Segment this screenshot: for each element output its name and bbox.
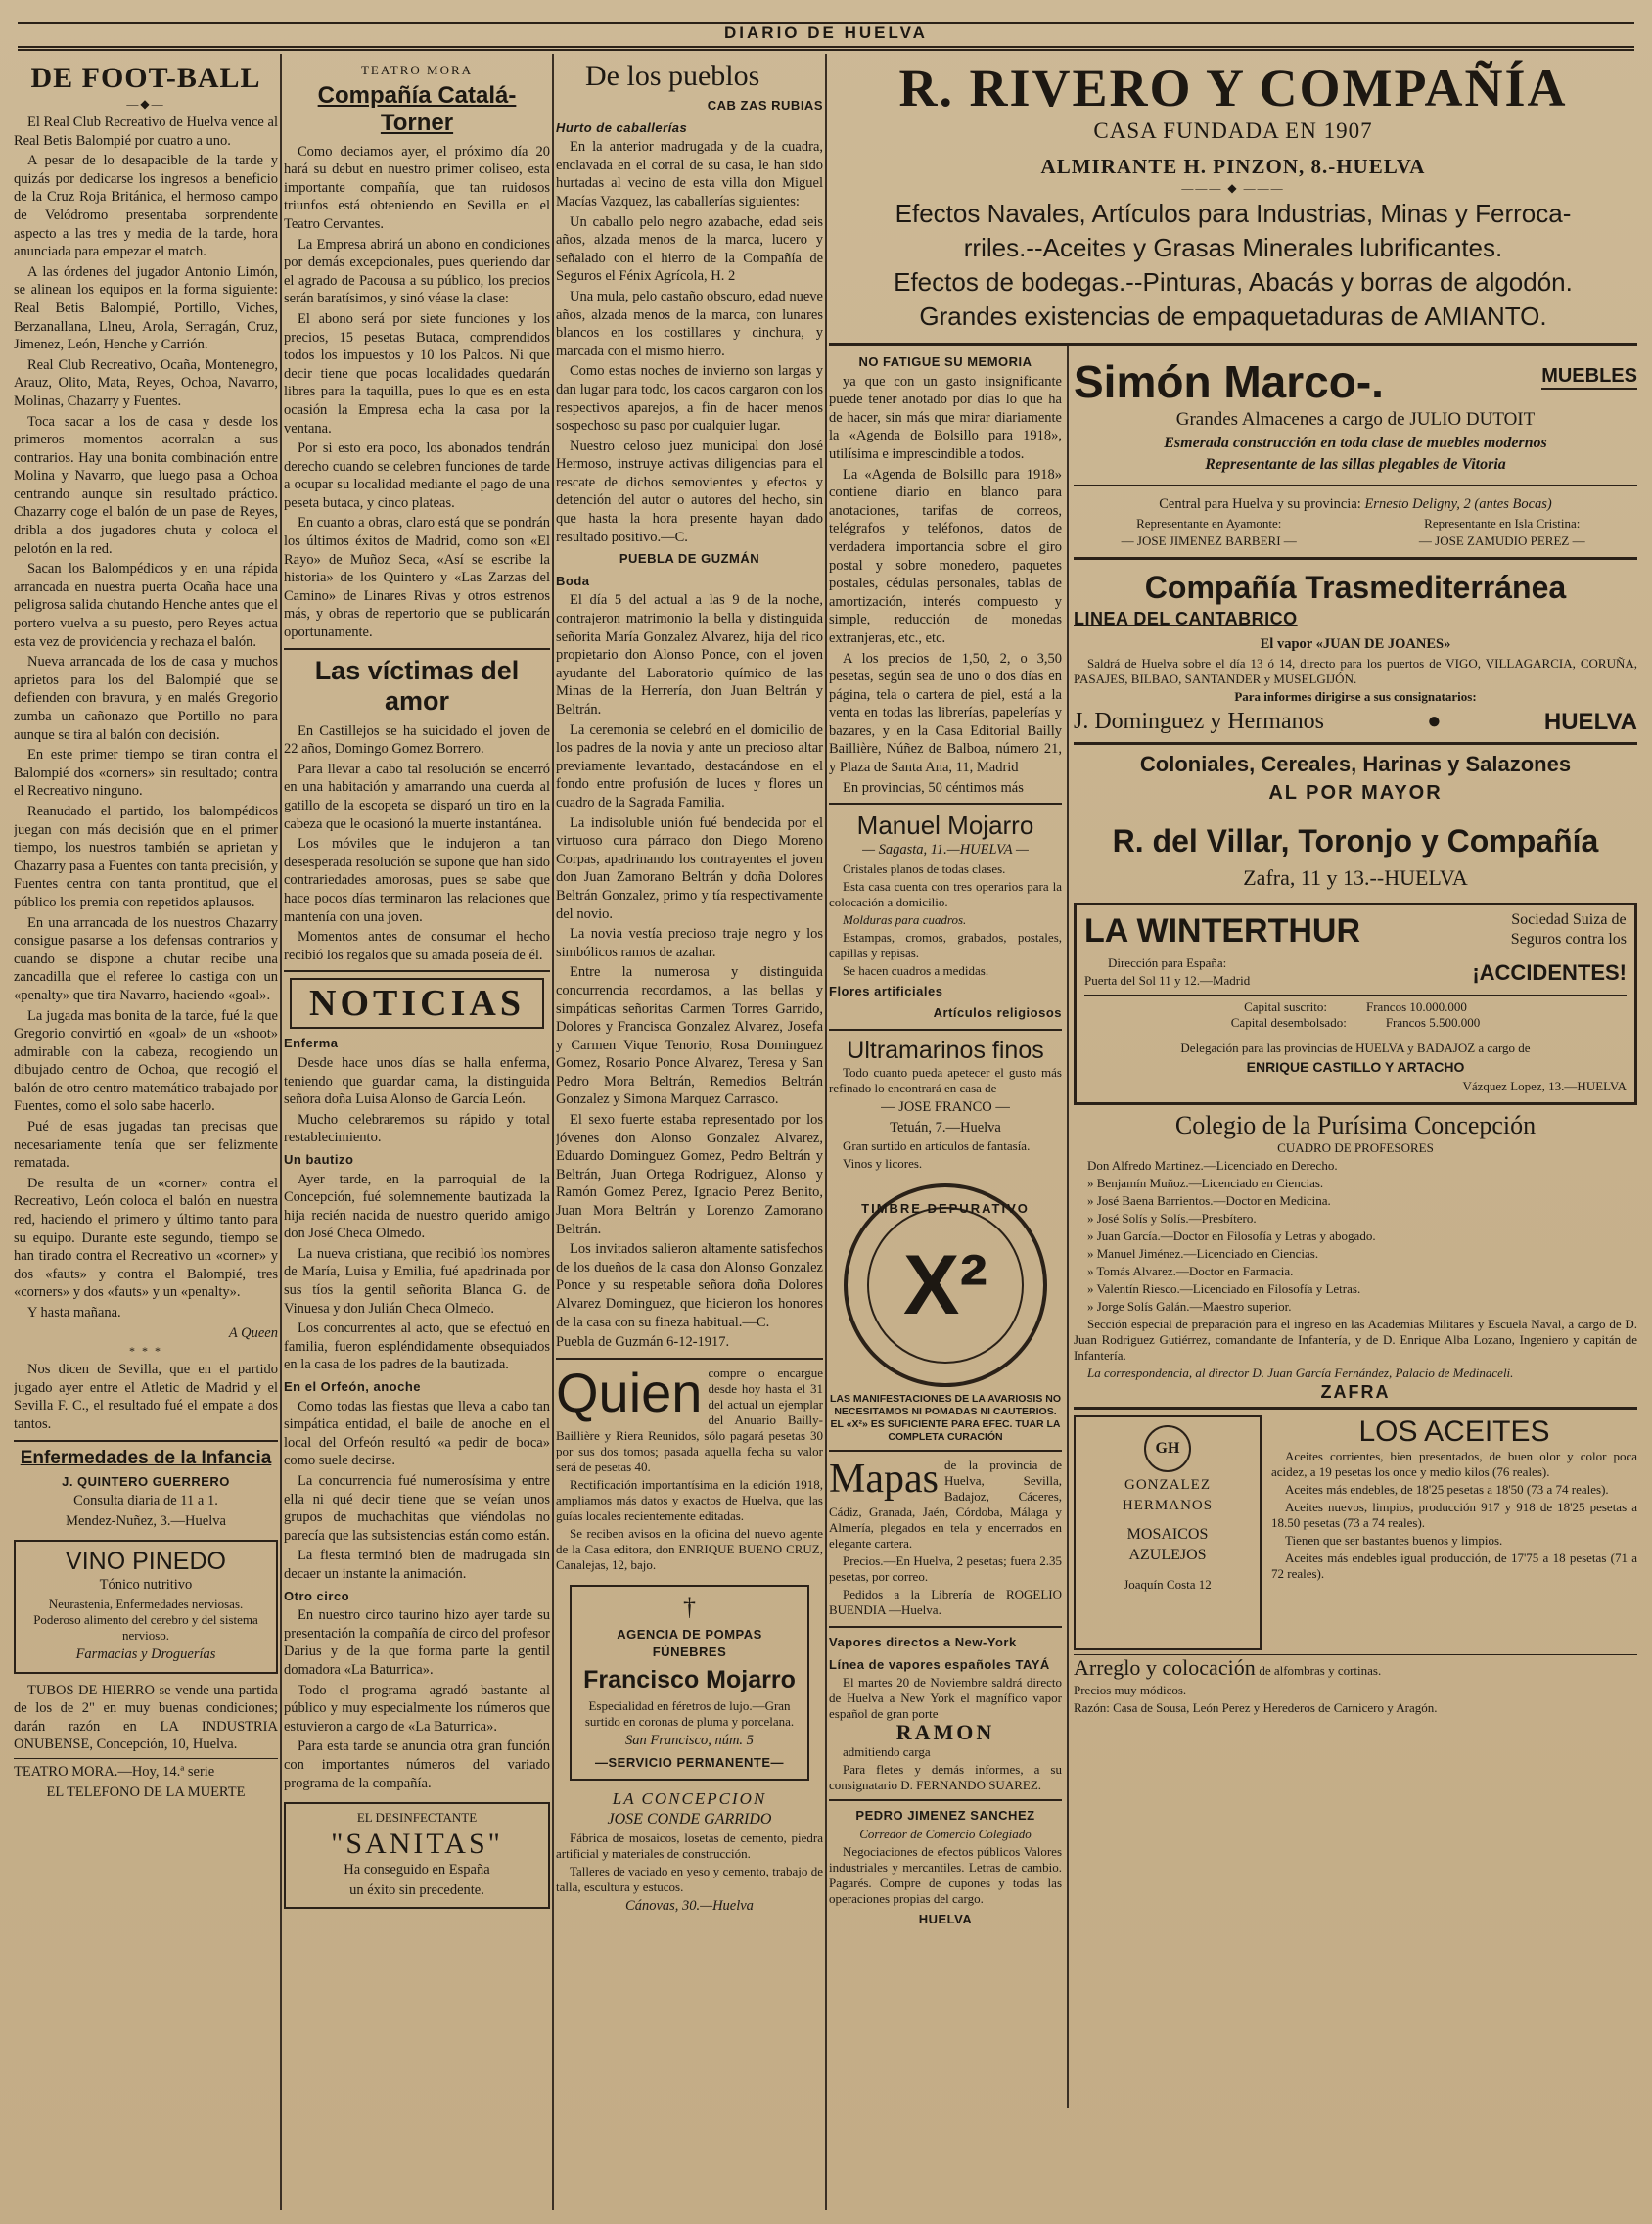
- divider: [14, 1440, 278, 1442]
- professor-item: » José Solís y Solís.—Presbítero.: [1087, 1210, 1257, 1226]
- winterthur-dir: [1084, 955, 1250, 991]
- divider: [556, 1358, 823, 1360]
- trasme-line: LINEA DEL CANTABRICO: [1074, 608, 1298, 628]
- trasme-agents: J. Dominguez y Hermanos: [1074, 708, 1324, 734]
- rivero-line-2: rriles.--Aceites y Grasas Minerales lubrificantes.: [963, 233, 1503, 262]
- rep1-name: — JOSE JIMENEZ BARBERI —: [1121, 533, 1297, 548]
- mojarro-l2: Esta casa cuenta con tres operarios para la colocación a domicilio.: [829, 878, 1062, 909]
- victimas-article: [284, 722, 550, 965]
- ornament: ——— ◆ ———: [1181, 181, 1285, 195]
- paragraph: En Castillejos se ha suicidado el joven de 22 años, Domingo Gomez Borrero.: [284, 722, 550, 758]
- mapas-pedidos: Pedidos a la Librería de ROGELIO BUENDIA —Huelva.: [829, 1587, 1062, 1618]
- capital-2-value: Francos 5.500.000: [1385, 1014, 1481, 1030]
- sanitas-name: "SANITAS": [331, 1828, 503, 1861]
- memoria-title: NO FATIGUE SU MEMORIA: [858, 354, 1032, 369]
- sanitas-line-1: Ha conseguido en España: [344, 1862, 490, 1878]
- tubos-ad: TUBOS DE HIERRO se vende una partida de los de 2" en muy buenas condiciones; darán razón en LA INDUSTRIA ONUBENSE, Concepción, 10, Huelva.: [14, 1682, 278, 1753]
- gh-monogram-icon: GH: [1144, 1425, 1191, 1472]
- column-1: [14, 54, 278, 2210]
- byline: A Queen: [228, 1324, 278, 1341]
- gh-name-2: HERMANOS: [1122, 1497, 1214, 1513]
- ad-mapas: [829, 1458, 1062, 1620]
- compania-title: Compañía Catalá-Torner: [317, 81, 517, 136]
- mojarro-l6: Flores artificiales: [829, 983, 943, 998]
- dateline: Puebla de Guzmán 6-12-1917.: [556, 1334, 730, 1351]
- ad-vino-pinedo: [14, 1540, 278, 1673]
- professor-item: » Benjamín Muñoz.—Licenciado en Ciencias.: [1087, 1175, 1324, 1190]
- colegio-city: ZAFRA: [1320, 1381, 1391, 1402]
- aceite-item: Aceites corrientes, bien presentados, de buen olor y color poca acidez, a 19 pesetas los once y medio kilos (76 reales).: [1271, 1449, 1637, 1480]
- paragraph: Reanudado el partido, los balompédicos juegan con más decisión que en el primer tiempo, los nuestros también se aprietan y Chazarry pasa a Fuentes con tanta precisión, y Fuentes centra con tanta prontitud, que el público los premia con repetidos aplausos.: [14, 803, 278, 910]
- paragraph: Los invitados salieron altamente satisfechos de los dueños de la casa don Alonso Gonzalez Ponce y su respetable señora doña Dolores Alvarez Dominguez, que hicieron los honores de la casa con su fineza habitual.—C.: [556, 1241, 823, 1330]
- simon-rep-1: [1074, 516, 1344, 551]
- bottom-row: [1074, 1415, 1637, 1650]
- noticias-title: NOTICIAS: [290, 978, 544, 1029]
- divider: [284, 648, 550, 650]
- hurto-article: [556, 138, 823, 546]
- column-3: [556, 54, 823, 2210]
- concepcion-address: Cánovas, 30.—Huelva: [625, 1898, 754, 1915]
- simon-central-addr: Ernesto Deligny, 2 (antes Bocas): [1364, 496, 1552, 512]
- ad-quien: [556, 1366, 823, 1575]
- bautizo-head: Un bautizo: [284, 1151, 354, 1167]
- doctor-name: J. QUINTERO GUERRERO: [62, 1473, 230, 1489]
- rivero-line-1: Efectos Navales, Artículos para Industrias, Minas y Ferroca-: [895, 199, 1572, 228]
- compania-article: [284, 143, 550, 642]
- paragraph: De resulta de un «corner» contra el Recreativo, León coloca el balón en nuestra red, haciendo el primero y último tanto para su equipo. Durante este segundo, tiempo se han tirado contra el Recreativo un «corner» y dos «fauts» y contra el Balompié, tres «corners» y dos «fauts» y un «penalty».: [14, 1175, 278, 1301]
- column-rule: [1067, 346, 1069, 2108]
- divider: [829, 1626, 1062, 1628]
- simon-name: Simón Marco-.: [1074, 356, 1384, 407]
- gh-address: Joaquín Costa 12: [1124, 1576, 1212, 1592]
- winterthur-acc: ¡ACCIDENTES!: [1472, 959, 1627, 985]
- memoria-article: [829, 373, 1062, 798]
- winterthur-deleg: Delegación para las provincias de HUELVA y BADAJOZ a cargo de: [1180, 1040, 1531, 1055]
- mapas-text: de la provincia de Huelva, Sevilla, Badajoz, Cáceres, Cádiz, Granada, Jaén, Córdoba, Málaga y Almería, plegados en tela y encerrados en elegante cartera.: [829, 1458, 1062, 1552]
- paragraph: Por si esto era poco, los abonados tendrán derecho cuando se celebren funciones de tarde a ocupar su localidad mediante el pago de una peseta butaca, y cinco plateas.: [284, 440, 550, 511]
- boda-article: [556, 591, 823, 1331]
- arreglo-body: Precios muy módicos.: [1074, 1682, 1187, 1697]
- column-rule: [280, 54, 282, 2210]
- divider: [1074, 485, 1637, 486]
- ad-winterthur: [1074, 903, 1637, 1105]
- simon-l2: Esmerada construcción en toda clase de muebles modernos: [1164, 435, 1547, 451]
- mojarro-l3: Molduras para cuadros.: [843, 911, 967, 927]
- concepcion-body: Fábrica de mosaicos, losetas de cemento, piedra artificial y materiales de construcción.: [556, 1830, 823, 1862]
- paragraph: La concurrencia fué numerosísima y entre ella ni qué decir tiene que se veían unos grupos de muchachitas que viéndolas no parecía que las subsistencias están como están.: [284, 1473, 550, 1544]
- paragraph: Desde hace unos días se halla enferma, teniendo que guardar cama, la distinguida señora doña Luisa Alonso de García León.: [284, 1054, 550, 1108]
- consulta-hours: Consulta diaria de 11 a 1.: [73, 1493, 218, 1509]
- simon-reps: [1074, 516, 1637, 551]
- paragraph: Y hasta mañana.: [27, 1305, 121, 1320]
- gh-line-2: AZULEJOS: [1128, 1546, 1207, 1563]
- aceite-item: Aceites más endebles, de 18'25 pesetas a 18'50 (73 a 74 reales).: [1285, 1482, 1609, 1498]
- quien-para-3: Se reciben avisos en la oficina del nuevo agente de la Casa editora, don ENRIQUE BUENO CRUZ, Canalejas, 12, bajo.: [556, 1525, 823, 1572]
- divider: [1074, 557, 1637, 560]
- column-4b: [1074, 346, 1637, 1718]
- victimas-title: Las víctimas del amor: [314, 655, 520, 716]
- paragraph: Un caballo pelo negro azabache, edad seis años, alzada menos de la marca, lucero y señalado con el hierro de la Compañía de Seguros el Fénix Agrícola, H. 2: [556, 213, 823, 285]
- mojarro-l1: Cristales planos de todas clases.: [843, 860, 1006, 876]
- masthead-rule: [18, 46, 1634, 51]
- colegio-profs: [1074, 1158, 1637, 1315]
- winterthur-deleg-name: ENRIQUE CASTILLO Y ARTACHO: [1246, 1058, 1465, 1075]
- lower-columns: [829, 346, 1637, 2108]
- teatro-line-2: EL TELEFONO DE LA MUERTE: [46, 1784, 246, 1800]
- paragraph: ya que con un gasto insignificante puede tener anotado por días lo que ha de hacer, sin más que mirar diariamente la «Agenda de Bolsillo para 1918», utilísima e imprescindible a todos.: [829, 373, 1062, 462]
- sanitas-top: EL DESINFECTANTE: [356, 1810, 478, 1826]
- divider: [1074, 742, 1637, 745]
- divider: [284, 970, 550, 972]
- circo-head: Otro circo: [284, 1588, 350, 1603]
- ad-simon-marco: [1074, 355, 1637, 408]
- paragraph: El día 5 del actual a las 9 de la noche, contrajeron matrimonio la bella y distinguida señorita María Gonzalez Alvarez, hija del rico propietario don Alonso Ponce, con el joven ayudante del Laboratorio químico de las Minas de la Herrería, don Juan Beltrán y Beltrán.: [556, 592, 823, 718]
- paragraph: Una mula, pelo castaño obscuro, edad nueve años, alzada menos de la marca, con lunares blancos en los costillares y cinchura, y marcada con el mismo hierro.: [556, 288, 823, 359]
- ad-concepcion: [556, 1790, 823, 1916]
- arreglo-right: de alfombras y cortinas.: [1259, 1663, 1382, 1679]
- paragraph: Nueva arrancada de los de casa y muchos aprietos para los del Balompié que se defienden con bravura, y en malés Gregorio zumba un cañonazo que Portillo no para aunque se tira al balón con decisión.: [14, 654, 278, 743]
- enferma-section: [284, 1054, 550, 1147]
- rivero-founded: CASA FUNDADA EN 1907: [1093, 118, 1373, 143]
- arreglo-head: [1074, 1655, 1637, 1681]
- rep1-label: Representante en Ayamonte:: [1136, 515, 1282, 531]
- quien-word: Quien: [556, 1365, 703, 1423]
- vapores-body: El martes 20 de Noviembre saldrá directo de Huelva a New York el magnífico vapor español de gran porte: [829, 1675, 1062, 1722]
- ornament: * * *: [129, 1344, 162, 1359]
- simon-tag: MUEBLES: [1541, 365, 1637, 390]
- ultramarinos-l2: Vinos y licores.: [843, 1156, 923, 1172]
- professor-item: » Valentín Riesco.—Licenciado en Filosofía y Letras.: [1087, 1280, 1361, 1296]
- bullet-icon: ●: [1427, 708, 1442, 734]
- vino-body: Neurastenia, Enfermedades nerviosas. Poderoso alimento del cerebro y del sistema nervioso.: [33, 1596, 258, 1643]
- trasme-name: Compañía Trasmediterránea: [1144, 569, 1567, 605]
- rivero-name: R. RIVERO Y COMPAÑÍA: [898, 59, 1568, 117]
- coloniales-l2: AL POR MAYOR: [1268, 781, 1443, 804]
- vapores-body-2: admitiendo carga: [843, 1744, 931, 1759]
- stamp-x2: [844, 1183, 1047, 1387]
- gh-name-1: GONZALEZ: [1124, 1477, 1211, 1494]
- villar-address: Zafra, 11 y 13.--HUELVA: [1243, 864, 1468, 890]
- bautizo-section: [284, 1171, 550, 1375]
- funebres-body: Especialidad en féretros de lujo.—Gran surtido en coronas de pluma y porcelana.: [584, 1697, 795, 1729]
- sanchez-role: Corredor de Comercio Colegiado: [859, 1826, 1032, 1841]
- paragraph: En este primer tiempo se tiran contra el Balompié dos «corners» sin resultado; contra el Recreativo ninguno.: [14, 747, 278, 800]
- simon-central: [1074, 495, 1637, 514]
- divider: [829, 1029, 1062, 1031]
- teatro-line-1: TEATRO MORA.—Hoy, 14.ª serie: [14, 1763, 215, 1780]
- paragraph: La fiesta terminó bien de madrugada sin decaer un instante la animación.: [284, 1548, 550, 1582]
- concepcion-title: LA CONCEPCION: [612, 1789, 767, 1809]
- winterthur-header: [1084, 911, 1627, 951]
- concepcion-owner: JOSE CONDE GARRIDO: [607, 1810, 772, 1828]
- funebres-service: —SERVICIO PERMANENTE—: [594, 1754, 784, 1770]
- divider: [1074, 1407, 1637, 1410]
- paragraph: Pué de esas jugadas tan precisas que necesariamente tenía que ser felizmente rematada.: [14, 1119, 278, 1172]
- simon-central-label: Central para Huelva y su provincia:: [1159, 496, 1361, 512]
- orfeon-head: En el Orfeón, anoche: [284, 1379, 422, 1395]
- trasme-agents-row: [1074, 709, 1637, 736]
- coloniales-l1: Coloniales, Cereales, Harinas y Salazones: [1139, 751, 1572, 776]
- paragraph: En cuanto a obras, claro está que se pondrán los últimos éxitos de Madrid, como son «El Rayo» de Muñoz Seca, «Así se escribe la historia» de los Quintero y «Las Zarzas del Camino» de Linares Rivas y otros estrenos más, y obras de repertorio que se publicarán oportunamente.: [284, 515, 550, 641]
- stamp-ring-text: TIMBRE DEPURATIVO: [861, 1201, 1030, 1217]
- paragraph: En nuestro circo taurino hizo ayer tarde su presentación la compañía de circo del profesor Darius y de la que forma parte la gentil domadora «La Baturrica».: [284, 1607, 550, 1678]
- ultramarinos-title: Ultramarinos finos: [847, 1037, 1044, 1065]
- winterthur-soc-2: Seguros contra los: [1510, 931, 1627, 949]
- enferma-head: Enferma: [284, 1036, 339, 1051]
- winterthur-soc-1: Sociedad Suiza de: [1511, 910, 1627, 928]
- column-4: [829, 54, 1637, 2210]
- masthead: DIARIO DE HUELVA: [724, 23, 928, 42]
- paragraph: Los concurrentes al acto, que se efectuó en familia, fueron espléndidamente obsequiados en la casa de los padres de la bautizada.: [284, 1320, 550, 1373]
- paragraph: A las órdenes del jugador Antonio Limón, se alinean los equipos en la forma siguiente: Real Betis Balompié, Portillo, Viches, Berzanallana, Llneu, Arola, Serragán, Cruz, Jimenez, León, Henche y Carrión.: [14, 263, 278, 353]
- colegio-seccion: Sección especial de preparación para el ingreso en las Academias Militares y Escuela Naval, a cargo de D. Juan Rodriguez Gutiérrez, comandante de Infantería, y de D. Enrique Alba Lozano, Ingeniero y capitán de Infantería.: [1074, 1316, 1637, 1363]
- pueblos-title: De los pueblos: [585, 60, 760, 92]
- simon-l1: Grandes Almacenes a cargo de JULIO DUTOIT: [1175, 409, 1536, 430]
- ad-sanitas: [284, 1802, 550, 1909]
- ad-rivero: [829, 58, 1637, 333]
- arreglo-title: Arreglo y colocación: [1074, 1655, 1256, 1681]
- paragraph: La Empresa abrirá un abono en condiciones por demás excepcionales, pues queriendo dar el agrado de Pacousa a su público, los precios serán baratísimos, y sinó véase la clase:: [284, 236, 550, 307]
- ultramarinos-body: Todo cuanto pueda apetecer el gusto más refinado lo encontrará en casa de: [829, 1065, 1062, 1096]
- cross-icon: †: [683, 1592, 696, 1621]
- professor-item: Don Alfredo Martinez.—Licenciado en Derecho.: [1087, 1157, 1338, 1173]
- mojarro-l5: Se hacen cuadros a medidas.: [843, 962, 989, 978]
- funebres-agency: AGENCIA DE POMPAS FÚNEBRES: [617, 1626, 762, 1660]
- football-title: DE FOOT-BALL: [30, 62, 261, 94]
- gh-line-1: MOSAICOS: [1126, 1526, 1209, 1544]
- mojarro-name: Manuel Mojarro: [856, 811, 1034, 841]
- ornament: —◆—: [126, 97, 165, 111]
- rivero-line-4: Grandes existencias de empaquetaduras de AMIANTO.: [919, 301, 1547, 331]
- teatro-kicker: TEATRO MORA: [360, 63, 474, 77]
- column-rule: [825, 54, 827, 2210]
- winterthur-society: [1511, 911, 1627, 951]
- divider: [1084, 995, 1627, 996]
- rivero-line-3: Efectos de bodegas.--Pinturas, Abacás y borras de algodón.: [894, 267, 1573, 297]
- aceite-item: Aceites nuevos, limpios, producción 917 y 918 de 18'25 pesetas a 18.50 pesetas (73 a 74 reales).: [1271, 1500, 1637, 1531]
- villar-name: R. del Villar, Toronjo y Compañía: [1112, 822, 1599, 858]
- paragraph: A los precios de 1,50, 2, o 3,50 pesetas, según sea de uno o dos días en página, tela o cartera de piel, está a la venta en todas las librerías, papelerías y bazares, y en la Casa Editorial Bailly Baillière, Núñez de Balboa, número 21, y Plaza de Santa Ana, 11, Madrid: [829, 650, 1062, 776]
- colegio-cuadro: CUADRO DE PROFESORES: [1277, 1139, 1434, 1155]
- vino-title: VINO PINEDO: [66, 1548, 226, 1576]
- professor-item: » Jorge Solís Galán.—Maestro superior.: [1087, 1298, 1292, 1314]
- trasme-body: Saldrá de Huelva sobre el día 13 ó 14, directo para los puertos de VIGO, VILLAGARCIA, CORUÑA, PASAJES, BILBAO, SANTANDER y MUSELGIJÓN.: [1074, 655, 1637, 686]
- simon-l3: Representante de las sillas plegables de Vitoria: [1205, 456, 1506, 473]
- trasme-informes: Para informes dirigirse a sus consignatarios:: [1234, 688, 1477, 704]
- ad-aceites: [1271, 1415, 1637, 1650]
- stamp-x2-icon: X²: [867, 1207, 1024, 1364]
- winterthur-dir-2: Puerta del Sol 11 y 12.—Madrid: [1084, 972, 1251, 988]
- paragraph: En provincias, 50 céntimos más: [843, 779, 1024, 796]
- ultramarinos-l1: Gran surtido en artículos de fantasía.: [843, 1138, 1031, 1154]
- paragraph: La indisoluble unión fué bendecida por el virtuoso cura párraco don Diego Moreno Corpas, apadrinando los contrayentes el joven don Juan Zamorano Beltrán y doña Dolores Beltrán Gonzalez, primo y tía respectivamente del novio.: [556, 814, 823, 922]
- vapores-body-3: Para fletes y demás informes, a su consignatario D. FERNANDO SUAREZ.: [829, 1762, 1062, 1792]
- capital-1-value: Francos 10.000.000: [1365, 998, 1467, 1014]
- aceite-item: Tienen que ser bastantes buenos y limpios.: [1285, 1533, 1503, 1549]
- place-cabezas: CAB ZAS RUBIAS: [707, 98, 823, 113]
- simon-rep-2: [1367, 516, 1637, 551]
- column-4a: [829, 346, 1062, 1929]
- aceite-item: Aceites más endebles igual producción, de 17'75 a 18 pesetas (71 a 72 reales).: [1271, 1551, 1637, 1582]
- paragraph: Toca sacar a los de casa y desde los primeros momentos acorralan a sus contrarios. Hay una bonita combinación entre Molina y Navarro, que luego pasa a Ochoa centrando aunque sin resultado práctico. Chazarry coge el balón de un pase de Reyes, dribla a dos jugadores chuta y coloca el pelotón en la red.: [14, 413, 278, 557]
- hurto-head: Hurto de caballerías: [556, 119, 688, 135]
- mapas-precio: Precios.—En Huelva, 2 pesetas; fuera 2.35 pesetas, por correo.: [829, 1553, 1062, 1585]
- paragraph: Como estas noches de invierno son largas y dan lugar para todo, los cacos cargaron con los respectivos aparejos, a fin de hacer menos sospechoso su paso por cualquier lugar.: [556, 363, 823, 435]
- paragraph: Como deciamos ayer, el próximo día 20 hará su debut en nuestro primer coliseo, esta importante compañía, que tan ruidosos triunfos está obteniendo en Sevilla en el Teatro Cervantes.: [284, 143, 550, 232]
- winterthur-name: LA WINTERTHUR: [1084, 911, 1361, 950]
- paragraph: Como todas las fiestas que lleva a cabo tan simpática entidad, el baile de anoche en el local del Orfeón resultó «a pedir de boca» como suele decirse.: [284, 1398, 550, 1469]
- colegio-title: Colegio de la Purísima Concepción: [1174, 1110, 1537, 1139]
- paragraph: Real Club Recreativo, Ocaña, Montenegro, Arauz, Olito, Mata, Reyes, Ochoa, Navarro, Molinas, Chazarry y Fuentes.: [14, 356, 278, 409]
- paragraph: A pesar de lo desapacible de la tarde y quizás por dedicarse los ingresos a beneficio de la Cruz Roja Británica, el hermoso campo de Velódromo presentaba sorprendente aspecto a las tres y media de la tarde, hora anunciada para empezar el match.: [14, 153, 278, 260]
- column-rule: [552, 54, 554, 2210]
- sanchez-city: HUELVA: [918, 1911, 973, 1926]
- paragraph: Ayer tarde, en la parroquial de la Concepción, fué solemnemente bautizada la hija recién nacida de nuestro querido amigo don José Checa Olmedo.: [284, 1171, 550, 1242]
- mojarro-l7: Artículos religiosos: [933, 1005, 1062, 1021]
- funebres-address: San Francisco, núm. 5: [625, 1732, 754, 1748]
- rep2-name: — JOSE ZAMUDIO PEREZ —: [1418, 533, 1585, 548]
- sanchez-body: Negociaciones de efectos públicos Valores industriales y mercantiles. Letras de cambio. Pagarés. Compre de cupones y todas las operaciones propias del cargo.: [829, 1843, 1062, 1906]
- arreglo-address: Razón: Casa de Sousa, León Perez y Herederos de Carnicero y Aragón.: [1074, 1699, 1438, 1715]
- paragraph: El abono será por siete funciones y los precios, 15 pesetas Butaca, comprendidos todos los impuestos y 10 los Palcos. Ni que decir tiene que pocas localidades quedarán libres para la taquilla, pues lo que es en esta ocasión la Empresa echa la casa por la ventana.: [284, 310, 550, 437]
- divider: [829, 1450, 1062, 1452]
- vapores-line: Línea de vapores españoles TAYÁ: [829, 1656, 1050, 1672]
- professor-item: » Tomás Alvarez.—Doctor en Farmacia.: [1087, 1263, 1294, 1278]
- paragraph: Para llevar a cabo tal resolución se encerró en una habitación y amarrando una cuerda al gatillo de la escopeta se disparó un tiro en la cabeza que le ocasionó la muerte instantánea.: [284, 761, 550, 832]
- winterthur-dir-1: Dirección para España:: [1107, 954, 1227, 970]
- doctor-address: Mendez-Nuñez, 3.—Huelva: [66, 1512, 226, 1529]
- funebres-name: Francisco Mojarro: [583, 1665, 796, 1693]
- paragraph: En una arrancada de los nuestros Chazarry consigue pasarse a los defensas contrarios y cuando se dispone a chutar recibe una zancadilla que el referee lo castiga con un «penalty» que tira Navarro, haciendo «goal».: [14, 914, 278, 1003]
- capital-1-label: Capital suscrito:: [1244, 998, 1327, 1014]
- paragraph: Mucho celebraremos su rápido y total restablecimiento.: [284, 1111, 550, 1146]
- stamp-caption: LAS MANIFESTACIONES DE LA AVARIOSIS NO NECESITAMOS NI POMADAS NI CAUTERIOS. EL «X²» ES SUFICIENTE PARA EFEC. TUAR LA COMPLETA CURACIÓN: [829, 1393, 1062, 1444]
- sanchez-name: PEDRO JIMENEZ SANCHEZ: [855, 1808, 1035, 1823]
- mapas-word: Mapas: [829, 1458, 939, 1503]
- professor-item: » José Baena Barrientos.—Doctor en Medicina.: [1087, 1192, 1331, 1208]
- paragraph: Sacan los Balompédicos y en una rápida arrancada en nuestra puerta Ocaña hace una peligrosa salida chutando Henche antes que el portero vuelva a su puesto, pero Reyes actua esta vez de providencia y rechaza el balón.: [14, 561, 278, 650]
- winterthur-deleg-addr: Vázquez Lopez, 13.—HUELVA: [1462, 1078, 1627, 1093]
- ultramarinos-address: Tetuán, 7.—Huelva: [890, 1119, 1001, 1135]
- mojarro-address: — Sagasta, 11.—HUELVA —: [862, 842, 1029, 858]
- paragraph: La «Agenda de Bolsillo para 1918» contiene diario en blanco para anotaciones, tarifas de correos, telégrafos y teléfonos, datos de verdadera importancia sobre el giro postal y sobre monedero, paquetes postales, cédulas personales, tablas de amortización, interés compuesto y simple, reducción de monedas extranjeras, etc., etc.: [829, 466, 1062, 646]
- paragraph: En la anterior madrugada y de la cuadra, enclavada en el corral de su casa, le han sido hurtadas al vecino de esta villa don Miguel Macías Vazquez, las caballerías siguientes:: [556, 139, 823, 209]
- orfeon-section: [284, 1398, 550, 1584]
- rivero-address: ALMIRANTE H. PINZON, 8.-HUELVA: [1040, 155, 1426, 178]
- paragraph: La ceremonia se celebró en el domicilio de los padres de la novia y ante un precioso altar previamente levantado, destacándose en el fondo entre profusión de luces y flores un cuadro de la Sagrada Familia.: [556, 721, 823, 811]
- paragraph: Momentos antes de consumar el hecho recibió los regalos que su amada poseía de él.: [284, 929, 550, 963]
- professor-item: » Juan García.—Doctor en Filosofía y Letras y abogado.: [1087, 1228, 1376, 1243]
- place-puebla: PUEBLA DE GUZMÁN: [619, 551, 760, 567]
- vino-footer: Farmacias y Droguerías: [75, 1645, 216, 1662]
- divider: [14, 1758, 278, 1759]
- divider: [829, 803, 1062, 805]
- column-2: [284, 54, 550, 2210]
- paragraph: El sexo fuerte estaba representado por los jóvenes don Alonso Gonzalez Alvarez, Eduardo Dominguez Gomez, Pedro Beltrán y Beltrán, Juan Ortega Rodriguez, Alonso y Ramón Gomez Perez, Ignacio Perez Benito, Juan Mora Beltrán y Lorenzo Zamorano Beltrán.: [556, 1112, 823, 1237]
- winterthur-sub: [1084, 955, 1627, 991]
- capital-2-label: Capital desembolsado:: [1230, 1014, 1347, 1030]
- professor-item: » Manuel Jiménez.—Licenciado en Ciencias.: [1087, 1245, 1319, 1261]
- capital-row-2: [1084, 1015, 1627, 1031]
- trasme-vapor: El vapor «JUAN DE JOANES»: [1260, 636, 1451, 653]
- paragraph: Todo el programa agradó bastante al público y muy especialmente los números que estuvieron a cargo de «La Baturrica».: [284, 1682, 550, 1735]
- aceites-title: LOS ACEITES: [1358, 1415, 1550, 1449]
- ultramarinos-owner: — JOSE FRANCO —: [881, 1099, 1010, 1116]
- vino-line: Tónico nutritivo: [99, 1577, 193, 1594]
- paragraph: Para esta tarde se anuncia otra gran función con importantes números del variado programa de la compañía.: [284, 1738, 550, 1791]
- sevilla-note: Nos dicen de Sevilla, que en el partido jugado ayer entre el Atletic de Madrid y el Sevilla F. C., el resultado fué el empate a dos tantos.: [14, 1362, 278, 1432]
- football-article: [14, 114, 278, 1322]
- divider: [829, 1799, 1062, 1801]
- rep2-label: Representante en Isla Cristina:: [1424, 515, 1581, 531]
- quien-para-2: Rectificación importantísima en la edición 1918, ampliamos más datos y exactos de Huelva, que las guías locales recientemente editadas.: [556, 1476, 823, 1523]
- mojarro-l4: Estampas, cromos, grabados, postales, capillas y repisas.: [829, 929, 1062, 960]
- paragraph: El Real Club Recreativo de Huelva vence al Real Betis Balompié por cuatro a uno.: [14, 115, 278, 149]
- boda-head: Boda: [556, 573, 590, 588]
- trasme-city: HUELVA: [1543, 708, 1637, 735]
- paragraph: Entre la numerosa y distinguida concurrencia recordamos, a las bellas y simpáticas señoritas Carmen Torres Garrido, Dolores y Francisca Gonzalez Alvarez, Josefa y Carmen Vique Tenorio, Rosa Dominguez Gomez, Rosario Ponce Alvarez, Teresa y San Pedro Mora Beltrán, Remedios Beltrán Gonzalez y Simona Marquez Carrasco.: [556, 964, 823, 1108]
- paragraph: Los móviles que le indujeron a tan desesperada resolución se supone que han sido contrariedades amorosas, pues se sabe que hace pocos días terminaron las relaciones que mantenía con una joven.: [284, 836, 550, 925]
- ad-gonzalez-hermanos: [1074, 1415, 1262, 1650]
- quien-text: compre o encargue desde hoy hasta el 31 del actual un ejemplar del Anuario Bailly-Baillière y Riera Reunidos, sólo pagará pesetas 30 por sus dos tomos; pasada aquella fecha su valor será de pesetas 40.: [556, 1365, 823, 1474]
- colegio-corresp: La correspondencia, al director D. Juan García Fernández, Palacio de Medinaceli.: [1087, 1365, 1514, 1380]
- circo-section: [284, 1606, 550, 1792]
- paragraph: Nuestro celoso juez municipal don José Hermoso, instruye activas diligencias para el rescate de dichos semovientes y efectos y detención del autor o autores del hecho, sin que hasta la hora presente hayan dado resultado positivo.—C.: [556, 438, 823, 545]
- vapores-title: Vapores directos a New-York: [829, 1635, 1017, 1650]
- capital-row-1: [1084, 999, 1627, 1015]
- ad-enfermedades-title: Enfermedades de la Infancia: [20, 1447, 272, 1468]
- concepcion-body-2: Talleres de vaciado en yeso y cemento, trabajo de talla, escultura y estucos.: [556, 1864, 823, 1895]
- paragraph: La nueva cristiana, que recibió los nombres de María, Luisa y Emilia, fué apadrinada por sus tíos la gentil señorita Blanca G. de Vinuesa y don Julián Checa Olmedo.: [284, 1245, 550, 1317]
- vapores-ship: RAMON: [895, 1720, 995, 1745]
- paragraph: La novia vestía precioso traje negro y los simbólicos ramos de azahar.: [556, 926, 823, 960]
- ad-funebres: [570, 1585, 809, 1781]
- sanitas-line-2: un éxito sin precedente.: [349, 1881, 484, 1898]
- paragraph: La jugada mas bonita de la tarde, fué la que Gregorio convirtió en «goal» de un «shoot» admirable con la cabeza, recogiendo un dibujado centro de Ochoa, que recogió el balón de otro centro matemático trabajado por Fuentes, como el solo sabe hacerlo.: [14, 1007, 278, 1115]
- aceites-items: [1271, 1449, 1637, 1582]
